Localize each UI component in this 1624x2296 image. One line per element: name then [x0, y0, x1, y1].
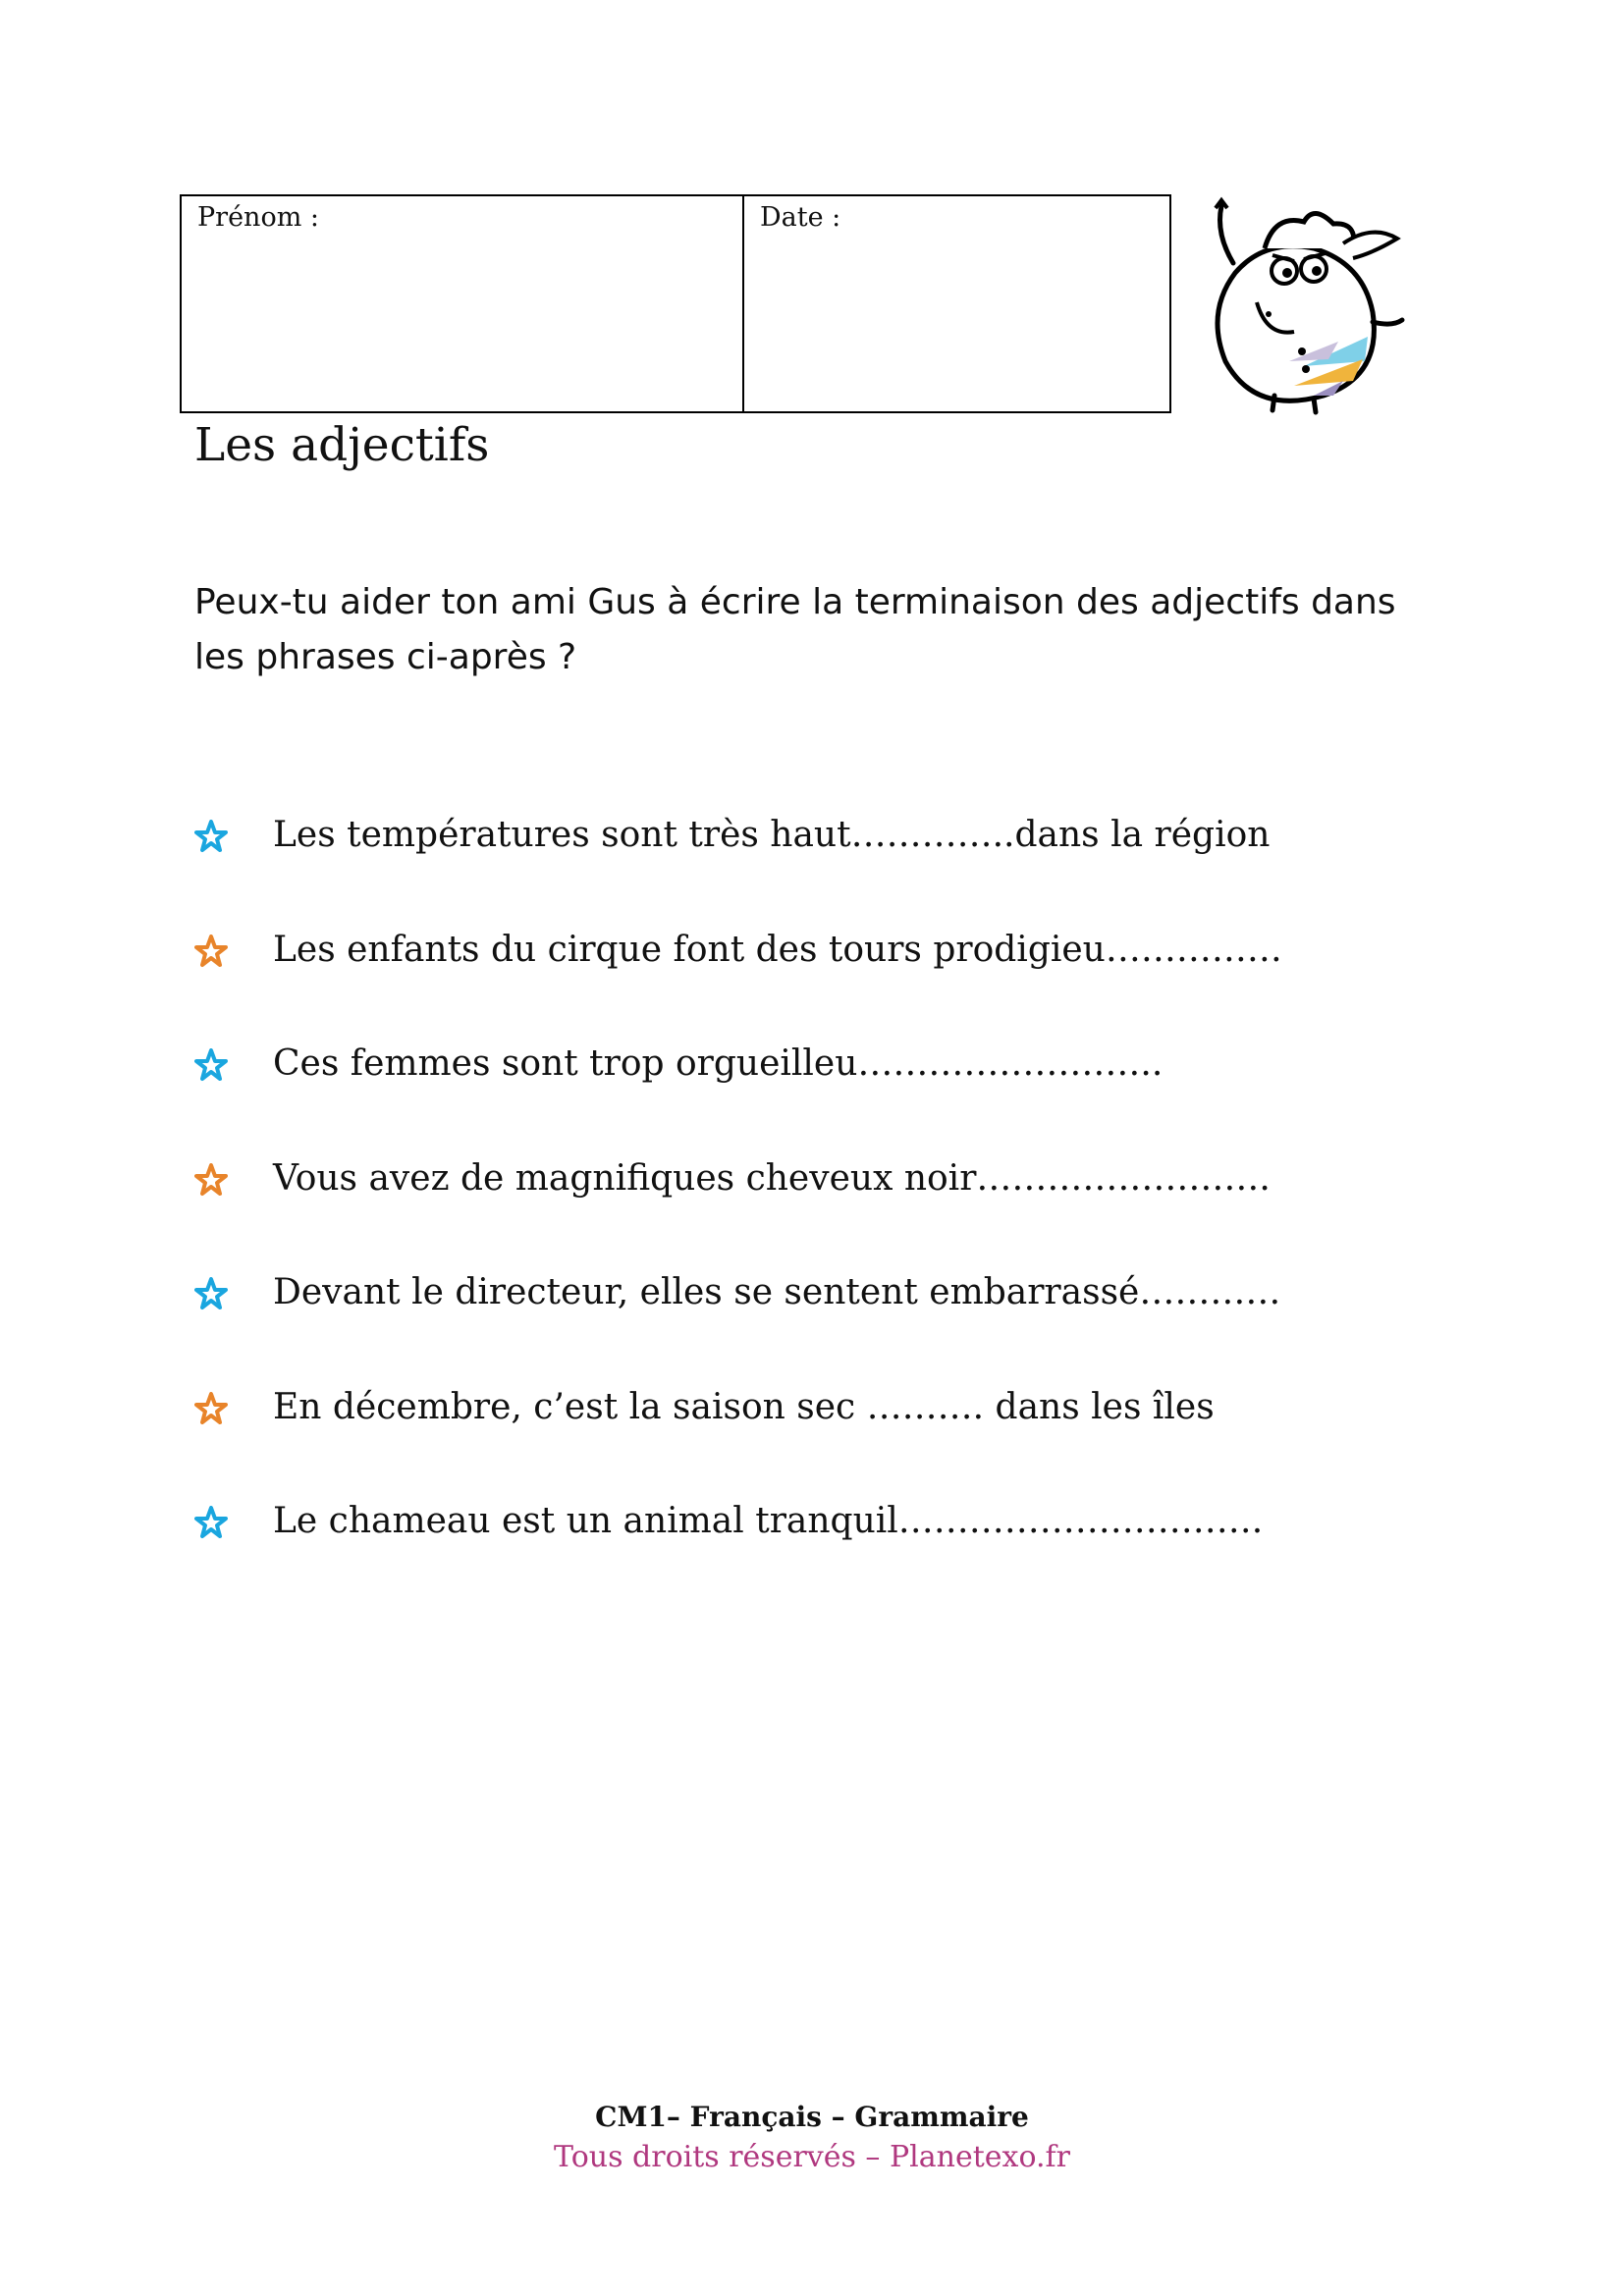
- footer-subject: CM1– Français – Grammaire: [595, 2101, 1029, 2133]
- worksheet-title: Les adjectifs: [194, 418, 490, 472]
- exercise-sentence: Le chameau est un animal tranquil………………………….: [273, 1501, 1264, 1541]
- exercise-item: [194, 1040, 1432, 1154]
- exercise-item: [194, 1154, 1432, 1269]
- star-icon: [194, 820, 228, 853]
- sheep-mascot-icon: [1196, 194, 1412, 415]
- footer-rights: Tous droits réservés – Planetexo.fr: [554, 2140, 1070, 2174]
- exercise-sentence: Ces femmes sont trop orgueilleu……………………..: [273, 1043, 1164, 1084]
- exercise-item: [194, 1268, 1432, 1383]
- prenom-field[interactable]: [182, 196, 744, 411]
- date-label: Date :: [760, 202, 841, 233]
- exercise-sentence: Vous avez de magnifiques cheveux noir…………………….: [273, 1157, 1271, 1199]
- exercise-item: [194, 811, 1432, 926]
- instruction-text: Peux-tu aider ton ami Gus à écrire la terminaison des adjectifs dans les phrases ci-après ?: [194, 582, 1396, 677]
- star-icon: [194, 934, 228, 968]
- star-icon: [194, 1506, 228, 1539]
- star-icon: [194, 1048, 228, 1082]
- exercise-sentence: Les enfants du cirque font des tours prodigieu……………: [273, 929, 1282, 970]
- star-icon: [194, 1392, 228, 1425]
- exercise-sentence: En décembre, c’est la saison sec ………. dans les îles: [273, 1386, 1215, 1427]
- exercise-item: [194, 926, 1432, 1041]
- name-date-box: [180, 194, 1171, 413]
- exercise-item: [194, 1383, 1432, 1498]
- exercise-item: [194, 1497, 1432, 1612]
- date-field[interactable]: [744, 196, 1169, 411]
- star-icon: [194, 1277, 228, 1310]
- prenom-label: Prénom :: [197, 202, 319, 233]
- exercise-sentence: Les températures sont très haut…………..dans la région: [273, 815, 1271, 855]
- exercise-list: [194, 811, 1432, 1612]
- star-icon: [194, 1163, 228, 1197]
- exercise-sentence: Devant le directeur, elles se sentent embarrassé…………: [273, 1272, 1281, 1312]
